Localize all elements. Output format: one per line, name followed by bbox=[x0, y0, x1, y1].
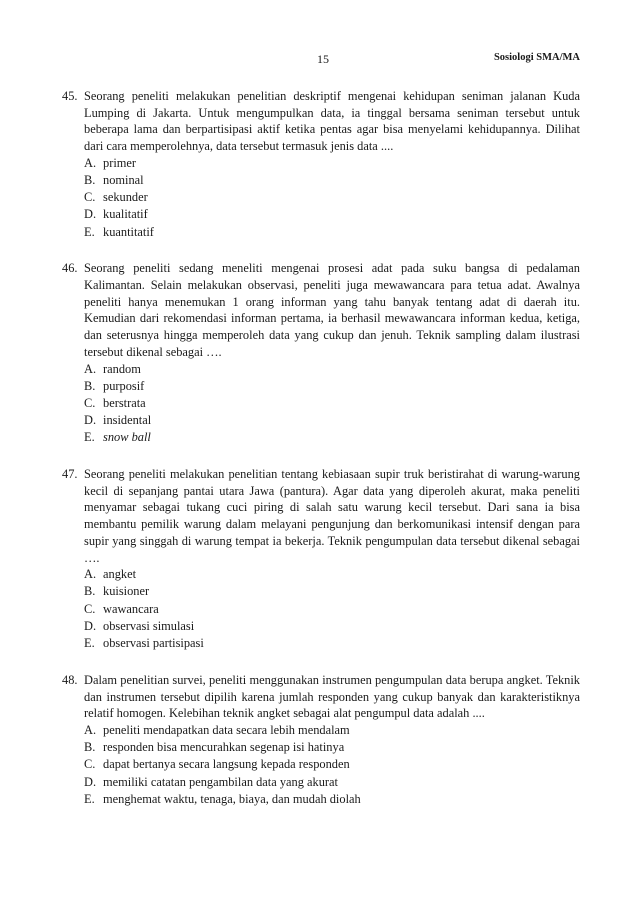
option-letter: B. bbox=[84, 740, 96, 755]
option-text: dapat bertanya secara langsung kepada responden bbox=[103, 757, 350, 772]
question-text: Seorang peneliti melakukan penelitian deskriptif mengenai kehidupan seniman jalanan Kuda Lumping di Jakarta. Untuk mengumpulkan data, ia tinggal bersama seniman tersebut untuk beberapa lama dan berpartisipasi aktif ketika pentas agar bisa menyelami kehidupannya. Dilihat dari cara memperolehnya, data tersebut termasuk jenis data .... bbox=[84, 89, 580, 154]
option-text: random bbox=[103, 361, 141, 376]
answer-option-c bbox=[84, 601, 580, 618]
question-text: Seorang peneliti sedang meneliti mengenai prosesi adat pada suku bangsa di pedalaman Kalimantan. Selain melakukan observasi, peneliti juga mewawancara para tetua adat. Awalnya peneliti hanya menemukan 1 orang informan yang tahu banyak tentang adat di daerah itu. Kemudian dari rekomendasi informan pertama, ia berhasil mewawancara informan kedua, ketiga, dan seterusnya hingga memperoleh data yang cukup dan jenuh. Teknik sampling dalam ilustrasi tersebut dikenal sebagai …. bbox=[84, 261, 580, 359]
answer-option-d bbox=[84, 618, 580, 635]
answer-option-a bbox=[84, 361, 580, 378]
option-letter: C. bbox=[84, 757, 96, 772]
answer-option-a bbox=[84, 155, 580, 172]
page-header bbox=[0, 52, 638, 68]
option-text: responden bisa mencurahkan segenap isi hatinya bbox=[103, 740, 345, 755]
option-text: kualitatif bbox=[103, 207, 148, 222]
option-text: observasi simulasi bbox=[103, 618, 195, 633]
question-stem bbox=[62, 260, 580, 360]
option-text: peneliti mendapatkan data secara lebih mendalam bbox=[103, 722, 350, 737]
question-number: 47. bbox=[62, 467, 78, 482]
option-text: sekunder bbox=[103, 190, 148, 205]
option-text: menghemat waktu, tenaga, biaya, dan mudah diolah bbox=[103, 791, 361, 806]
answer-option-c bbox=[84, 189, 580, 206]
option-letter: B. bbox=[84, 584, 96, 599]
option-letter: A. bbox=[84, 567, 97, 582]
option-text: angket bbox=[103, 567, 137, 582]
option-text: observasi partisipasi bbox=[103, 636, 204, 651]
answer-options bbox=[62, 722, 580, 808]
option-letter: B. bbox=[84, 173, 96, 188]
question-list bbox=[62, 88, 580, 827]
option-letter: C. bbox=[84, 395, 96, 410]
option-text: nominal bbox=[103, 173, 144, 188]
answer-option-d bbox=[84, 206, 580, 223]
option-letter: D. bbox=[84, 618, 97, 633]
option-letter: E. bbox=[84, 430, 95, 445]
question-46 bbox=[62, 260, 580, 446]
answer-option-e bbox=[84, 429, 580, 446]
option-text: primer bbox=[103, 155, 137, 170]
question-number: 46. bbox=[62, 261, 78, 276]
question-stem bbox=[62, 672, 580, 722]
answer-option-e bbox=[84, 224, 580, 241]
option-text: purposif bbox=[103, 378, 145, 393]
option-text: berstrata bbox=[103, 395, 146, 410]
option-letter: E. bbox=[84, 791, 95, 806]
question-stem bbox=[62, 466, 580, 566]
answer-option-a bbox=[84, 566, 580, 583]
option-letter: D. bbox=[84, 413, 97, 428]
answer-option-e bbox=[84, 635, 580, 652]
answer-option-a bbox=[84, 722, 580, 739]
option-letter: A. bbox=[84, 361, 97, 376]
answer-option-e bbox=[84, 791, 580, 808]
answer-option-c bbox=[84, 756, 580, 773]
option-text: memiliki catatan pengambilan data yang akurat bbox=[103, 774, 338, 789]
option-letter: C. bbox=[84, 190, 96, 205]
running-title: Sosiologi SMA/MA bbox=[493, 52, 580, 63]
answer-option-d bbox=[84, 774, 580, 791]
answer-option-d bbox=[84, 412, 580, 429]
option-letter: A. bbox=[84, 722, 97, 737]
option-letter: C. bbox=[84, 601, 96, 616]
option-letter: E. bbox=[84, 636, 95, 651]
option-letter: D. bbox=[84, 774, 97, 789]
answer-option-b bbox=[84, 378, 580, 395]
option-text: wawancara bbox=[103, 601, 159, 616]
option-text: insidental bbox=[103, 413, 152, 428]
option-letter: D. bbox=[84, 207, 97, 222]
option-letter: E. bbox=[84, 224, 95, 239]
option-letter: A. bbox=[84, 155, 97, 170]
option-text: kuisioner bbox=[103, 584, 150, 599]
answer-options bbox=[62, 566, 580, 652]
answer-option-b bbox=[84, 583, 580, 600]
question-text: Dalam penelitian survei, peneliti menggunakan instrumen pengumpulan data berupa angket. Teknik dan instrumen tersebut dipilih karena jumlah responden yang cukup banyak dan karakteristiknya relatif homogen. Kelebihan teknik angket sebagai alat pengumpul data adalah .... bbox=[84, 672, 580, 721]
option-letter: B. bbox=[84, 378, 96, 393]
answer-option-b bbox=[84, 739, 580, 756]
answer-options bbox=[62, 155, 580, 241]
question-number: 48. bbox=[62, 672, 78, 687]
question-number: 45. bbox=[62, 89, 78, 103]
answer-options bbox=[62, 361, 580, 447]
answer-option-b bbox=[84, 172, 580, 189]
page-number: 15 bbox=[317, 52, 329, 66]
option-text: snow ball bbox=[103, 430, 151, 445]
question-stem bbox=[62, 88, 580, 155]
question-45 bbox=[62, 88, 580, 241]
question-text: Seorang peneliti melakukan penelitian tentang kebiasaan supir truk beristirahat di warung-warung kecil di sepanjang pantai utara Jawa (pantura). Agar data yang diperoleh akurat, maka peneliti menyamar sebagai tukang cuci piring di salah satu warung kecil tersebut. Dari sana ia bisa membantu pemilik warung dalam melayani pengunjung dan berkomunikasi intensif dengan para supir yang singgah di warung tempat ia bekerja. Teknik pengumpulan data tersebut dikenal sebagai …. bbox=[84, 467, 580, 565]
option-text: kuantitatif bbox=[103, 224, 154, 239]
answer-option-c bbox=[84, 395, 580, 412]
question-47 bbox=[62, 466, 580, 652]
question-48 bbox=[62, 672, 580, 808]
